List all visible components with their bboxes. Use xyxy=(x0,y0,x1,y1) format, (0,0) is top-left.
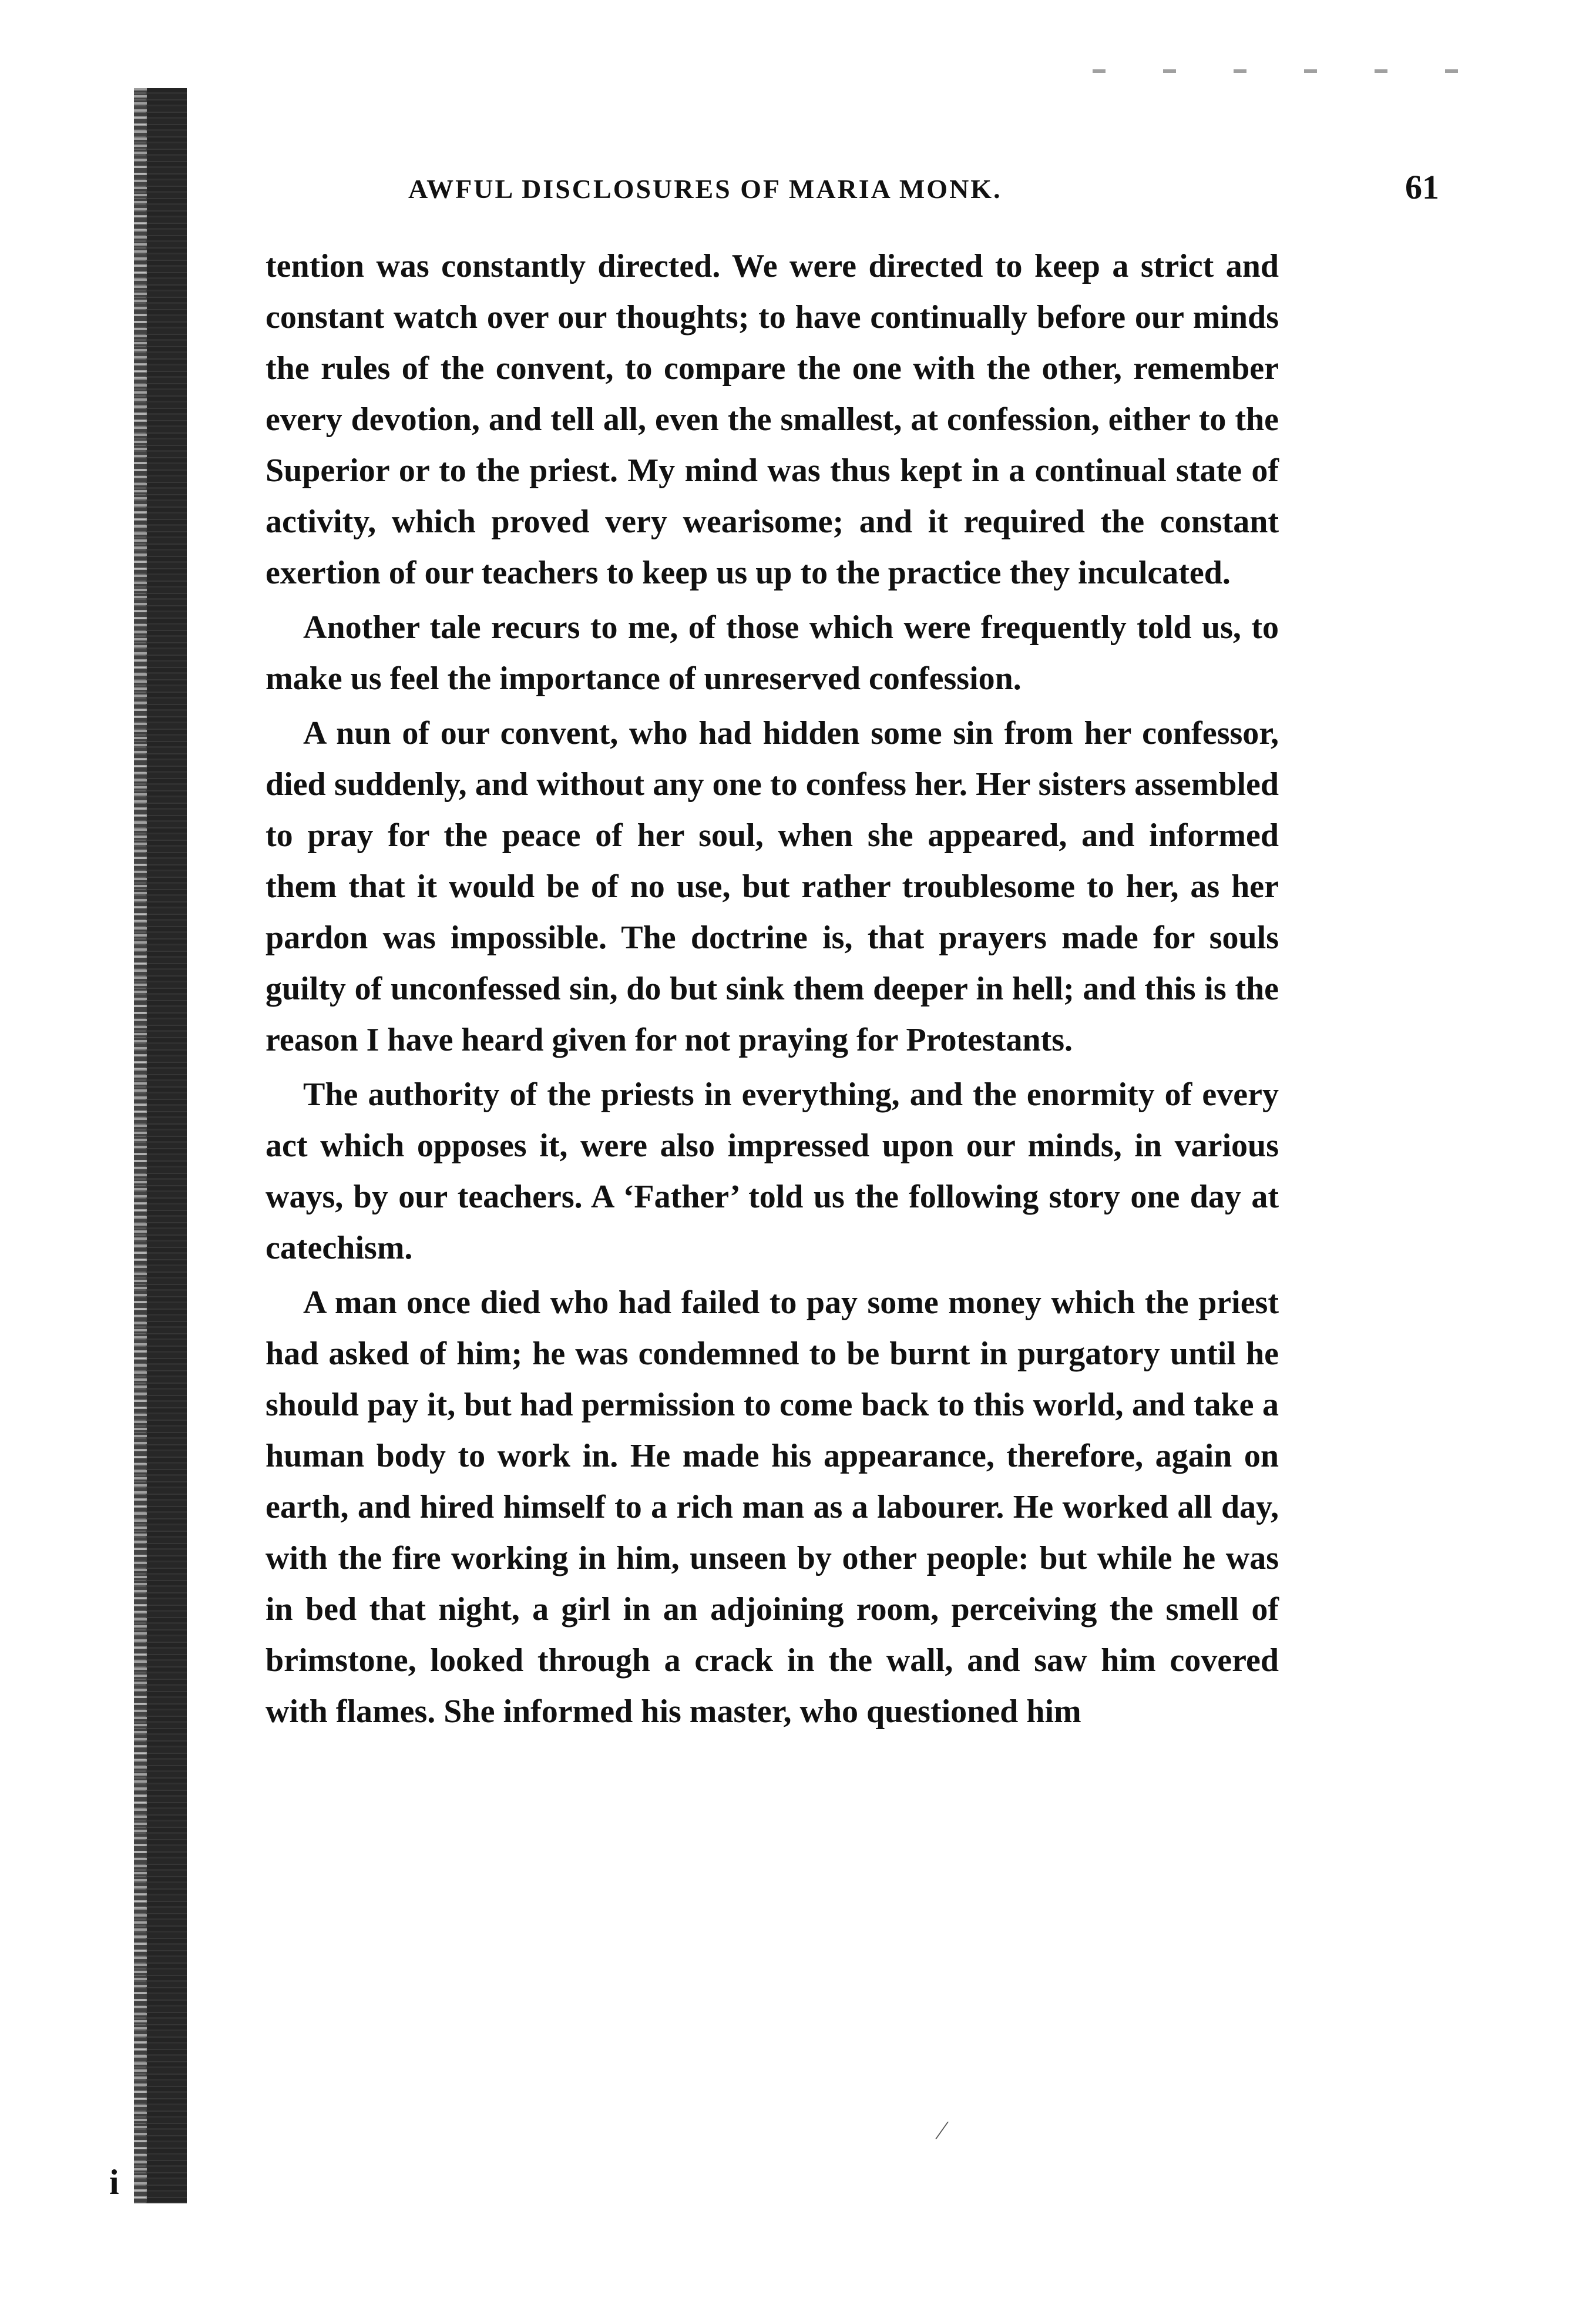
running-title: AWFUL DISCLOSURES OF MARIA MONK. xyxy=(408,174,1002,204)
stray-mark: ⁄ xyxy=(940,2116,945,2145)
page-binding-edge xyxy=(134,88,187,2203)
margin-mark: i xyxy=(109,2163,119,2202)
paragraph: The authority of the priests in everything, and the enormity of every act which opposes it, were also impressed upon our minds, in various ways, by our teachers. A ‘Father’ told us the following story one day at catechism. xyxy=(266,1076,1279,1266)
paragraph: A man once died who had failed to pay some money which the priest had asked of him; he was condemned to be burnt in purgatory until he should pay it, but had permission to come back to this world, and take a human body to work in. He made his appearance, therefore, again on earth, and hired himself to a rich man as a labourer. He worked all day, with the fire working in him, unseen by other people: but while he was in bed that night, a girl in an adjoining room, perceiving the smell of brimstone, looked through a crack in the wall, and saw him covered with flames. She informed his master, who questioned him xyxy=(266,1284,1279,1730)
page-number: 61 xyxy=(1405,168,1439,206)
body-text xyxy=(266,241,1279,2168)
paragraph-continuation: tention was constantly directed. We were directed to keep a strict and constant watch over our thoughts; to have continually before our minds the rules of the convent, to compare the one with the other, remember every devotion, and tell all, even the smallest, at confession, either to the Superior or to the priest. My mind was thus kept in a continual state of activity, which proved very wearisome; and it required the constant exertion of our teachers to keep us up to the practice they inculcated. xyxy=(266,248,1279,591)
page-header xyxy=(352,167,1439,214)
paragraph: Another tale recurs to me, of those which were frequently told us, to make us feel the importance of unreserved confession. xyxy=(266,609,1279,697)
scan-artifact-dashes xyxy=(1093,69,1469,73)
paragraph: A nun of our convent, who had hidden some sin from her confessor, died suddenly, and without any one to confess her. Her sisters assembled to pray for the peace of her soul, when she appeared, and informed them that it would be of no use, but rather troublesome to her, as her pardon was impossible. The doctrine is, that prayers made for souls guilty of unconfessed sin, do but sink them deeper in hell; and this is the reason I have heard given for not praying for Protestants. xyxy=(266,715,1279,1058)
